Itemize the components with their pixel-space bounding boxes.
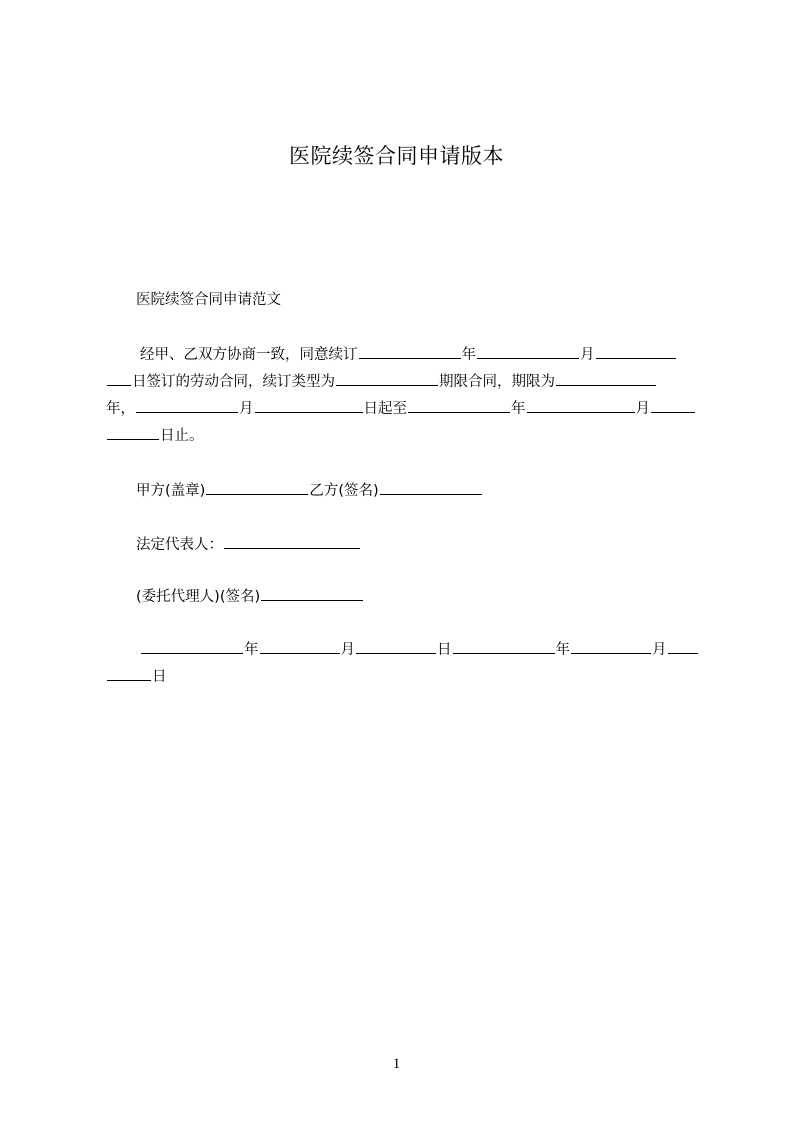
- date-b-day-label: 日: [152, 669, 167, 685]
- end-year-label: 年: [511, 401, 526, 417]
- renewal-month-blank[interactable]: [477, 343, 579, 359]
- agent-label: (委托代理人)(签名): [136, 589, 261, 605]
- body-text-1: 经甲、乙双方协商一致，同意续订: [140, 347, 358, 363]
- date-a-day-label: 日: [437, 642, 452, 658]
- year-comma-label: 年，: [106, 401, 135, 417]
- date-a-year-blank[interactable]: [141, 638, 243, 654]
- date-a-year-label: 年: [244, 642, 259, 658]
- date-b-month-label: 月: [652, 642, 667, 658]
- end-day-blank-1[interactable]: [651, 397, 695, 413]
- body-line-4: [106, 424, 204, 446]
- date-a-day-blank[interactable]: [356, 638, 436, 654]
- legal-rep-label: 法定代表人：: [136, 537, 223, 553]
- end-year-blank[interactable]: [408, 397, 510, 413]
- start-month-label: 月: [239, 401, 254, 417]
- end-month-label: 月: [635, 401, 650, 417]
- legal-rep-line: [136, 533, 361, 555]
- renewal-day-blank-2[interactable]: [107, 370, 131, 386]
- body-text-3: 期限合同，期限为: [439, 374, 555, 390]
- party-b-sign-blank[interactable]: [380, 479, 482, 495]
- start-year-blank[interactable]: [136, 397, 238, 413]
- legal-rep-blank[interactable]: [224, 533, 360, 549]
- renewal-year-blank[interactable]: [359, 343, 461, 359]
- date-b-day-blank-1[interactable]: [668, 638, 698, 654]
- day-end-label: 日止。: [160, 428, 204, 444]
- date-a-month-label: 月: [340, 642, 355, 658]
- date-b-month-blank[interactable]: [571, 638, 651, 654]
- agent-sign-blank[interactable]: [261, 585, 363, 601]
- page-number: 1: [392, 1056, 401, 1072]
- date-a-month-blank[interactable]: [260, 638, 340, 654]
- contract-type-blank[interactable]: [336, 370, 438, 386]
- body-line-2: [106, 370, 657, 392]
- year-label: 年: [461, 347, 476, 363]
- end-month-blank[interactable]: [527, 397, 635, 413]
- party-a-seal-blank[interactable]: [206, 479, 308, 495]
- date-b-day-blank-2[interactable]: [107, 665, 151, 681]
- date-b-year-blank[interactable]: [453, 638, 555, 654]
- body-text-2: 日签订的劳动合同，续订类型为: [132, 374, 335, 390]
- parties-line: [136, 479, 483, 501]
- date-line-2: [106, 665, 167, 687]
- party-a-label: 甲方(盖章): [136, 483, 206, 499]
- term-blank-1[interactable]: [556, 370, 656, 386]
- subtitle-text: 医院续签合同申请范文: [136, 292, 281, 308]
- agent-line: [136, 585, 364, 607]
- day-from-label: 日起至: [363, 401, 407, 417]
- document-subtitle: [136, 290, 281, 310]
- start-month-blank[interactable]: [255, 397, 363, 413]
- renewal-day-blank-1[interactable]: [596, 343, 676, 359]
- party-b-label: 乙方(签名): [309, 483, 379, 499]
- date-b-year-label: 年: [555, 642, 570, 658]
- body-line-1: [140, 343, 677, 365]
- body-line-3: [106, 397, 696, 419]
- month-label: 月: [580, 347, 595, 363]
- document-title: 医院续签合同申请版本: [289, 144, 504, 168]
- end-day-blank-2[interactable]: [107, 424, 159, 440]
- date-line-1: [140, 638, 699, 660]
